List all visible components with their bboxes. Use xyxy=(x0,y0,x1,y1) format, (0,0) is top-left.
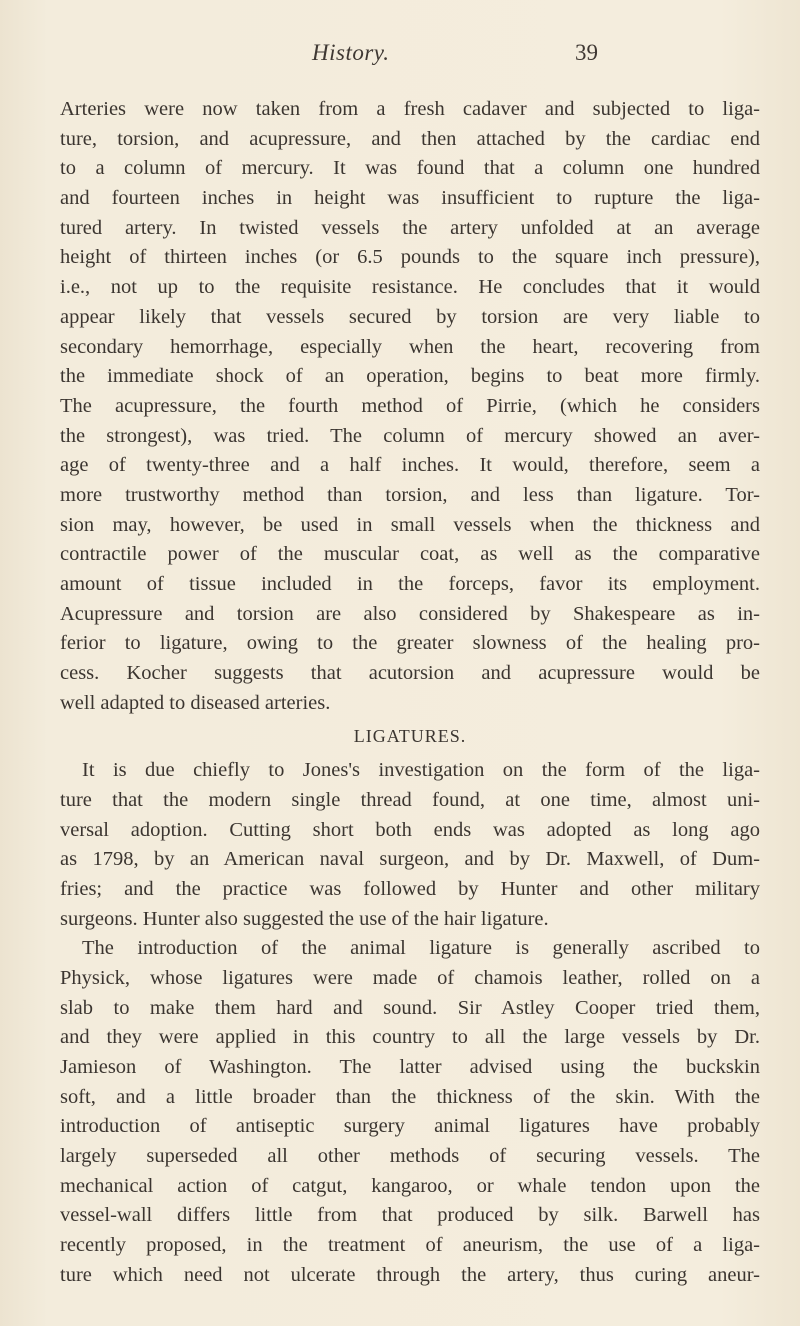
text-line: mechanical action of catgut, kangaroo, or whale tendon upon the xyxy=(60,1174,760,1197)
text-line: slab to make them hard and sound. Sir Astley Cooper tried them, xyxy=(60,996,760,1019)
text-line: Jamieson of Washington. The latter advised using the buckskin xyxy=(60,1056,760,1078)
text-line: appear likely that vessels secured by torsion are very liable to xyxy=(60,305,760,328)
text-line: the strongest), was tried. The column of mercury showed an aver- xyxy=(60,424,760,447)
text-line: ture which need not ulcerate through the artery, thus curing aneur- xyxy=(60,1263,760,1286)
text-line: vessel-wall differs little from that produced by silk. Barwell has xyxy=(60,1204,760,1227)
text-line: to a column of mercury. It was found that a column one hundred xyxy=(60,157,760,180)
text-line: i.e., not up to the requisite resistance. He concludes that it would xyxy=(60,276,760,299)
running-title: History. xyxy=(312,40,390,65)
text-line: Acupressure and torsion are also considered by Shakespeare as in- xyxy=(60,602,760,625)
text-line: The introduction of the animal ligature is generally ascribed to xyxy=(82,937,760,960)
text-line: Arteries were now taken from a fresh cadaver and subjected to liga- xyxy=(60,98,760,120)
text-line: height of thirteen inches (or 6.5 pounds to the square inch pressure), xyxy=(60,246,760,269)
text-line: sion may, however, be used in small vessels when the thickness and xyxy=(60,513,760,536)
text-line: soft, and a little broader than the thickness of the skin. With the xyxy=(60,1085,760,1108)
text-line: introduction of antiseptic surgery animal ligatures have probably xyxy=(60,1115,760,1138)
body-text xyxy=(60,95,760,1291)
paragraph-2 xyxy=(60,756,760,1290)
page-header xyxy=(0,40,800,80)
text-line: The acupressure, the fourth method of Pirrie, (which he considers xyxy=(60,394,760,417)
text-line: and fourteen inches in height was insufficient to rupture the liga- xyxy=(60,187,760,210)
text-line: amount of tissue included in the forceps, favor its employment. xyxy=(60,573,760,595)
text-line: contractile power of the muscular coat, as well as the comparative xyxy=(60,543,760,566)
text-line: and they were applied in this country to all the large vessels by Dr. xyxy=(60,1026,760,1049)
text-line: recently proposed, in the treatment of aneurism, the use of a liga- xyxy=(60,1234,760,1257)
text-line: versal adoption. Cutting short both ends was adopted as long ago xyxy=(60,818,760,841)
text-line: ture, torsion, and acupressure, and then attached by the cardiac end xyxy=(60,127,760,150)
text-line: cess. Kocher suggests that acutorsion and acupressure would be xyxy=(60,662,760,685)
text-line: more trustworthy method than torsion, and less than ligature. Tor- xyxy=(60,483,760,506)
text-line: It is due chiefly to Jones's investigation on the form of the liga- xyxy=(82,759,760,782)
text-line: largely superseded all other methods of securing vessels. The xyxy=(60,1145,760,1168)
text-line: secondary hemorrhage, especially when the heart, recovering from xyxy=(60,335,760,358)
text-line: age of twenty-three and a half inches. It would, therefore, seem a xyxy=(60,454,760,477)
text-line: tured artery. In twisted vessels the artery unfolded at an average xyxy=(60,216,760,239)
text-line: fries; and the practice was followed by Hunter and other military xyxy=(60,877,760,900)
text-line: as 1798, by an American naval surgeon, and by Dr. Maxwell, of Dum- xyxy=(60,848,760,871)
text-line: ture that the modern single thread found, at one time, almost uni- xyxy=(60,788,760,811)
text-line: well adapted to diseased arteries. xyxy=(60,691,331,714)
text-line: Physick, whose ligatures were made of chamois leather, rolled on a xyxy=(60,966,760,989)
text-line: ferior to ligature, owing to the greater slowness of the healing pro- xyxy=(60,632,760,655)
text-line: the immediate shock of an operation, begins to beat more firmly. xyxy=(60,365,760,388)
page-number: 39 xyxy=(575,40,598,65)
text-line: surgeons. Hunter also suggested the use of the hair ligature. xyxy=(60,907,549,930)
section-heading: LIGATURES. xyxy=(353,726,467,747)
paragraph-1 xyxy=(60,95,760,718)
